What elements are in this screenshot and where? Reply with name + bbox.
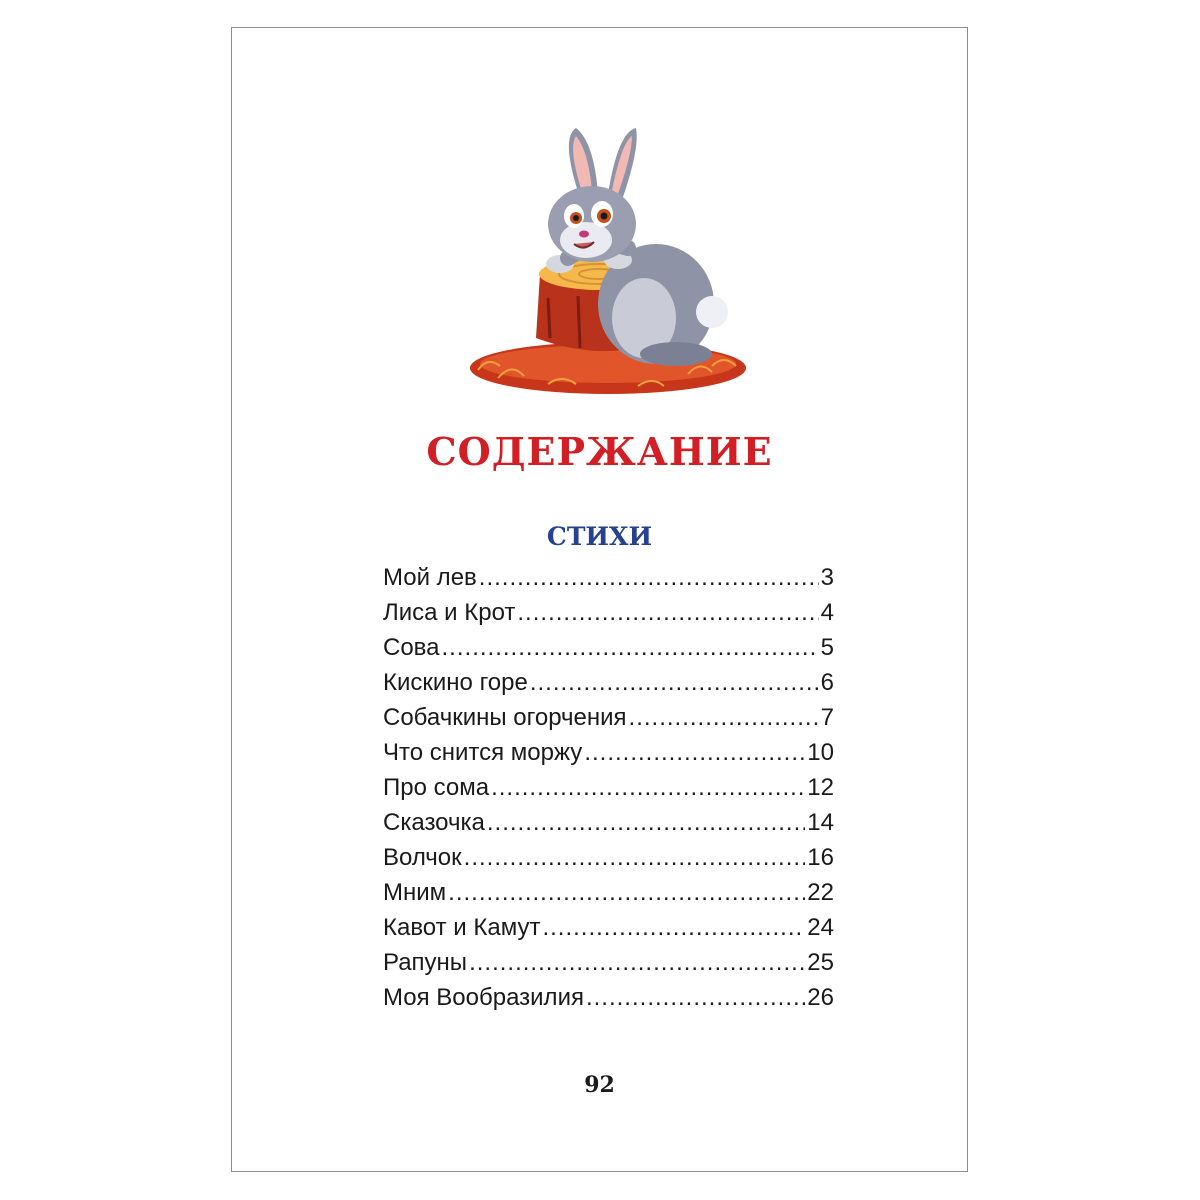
page-number: 92 — [584, 1072, 615, 1098]
toc-entry-title: Мним — [383, 879, 447, 906]
dot-leader — [442, 630, 819, 665]
toc-entry[interactable] — [383, 805, 834, 840]
toc-entry-page: 4 — [820, 599, 834, 626]
toc-entry[interactable] — [383, 735, 834, 770]
toc-entry[interactable] — [383, 665, 834, 700]
dot-leader — [542, 910, 805, 945]
toc-entry-page: 10 — [807, 739, 834, 766]
toc-entry-page: 6 — [820, 669, 834, 696]
toc-entry-title: Кавот и Камут — [383, 914, 541, 941]
contents-title: СОДЕРЖАНИЕ — [426, 429, 773, 474]
dot-leader — [448, 875, 805, 910]
toc-entry[interactable] — [383, 560, 834, 595]
book-page — [231, 27, 968, 1172]
toc-entry[interactable] — [383, 770, 834, 805]
section-heading: СТИХИ — [546, 522, 653, 551]
toc-entry-page: 12 — [807, 774, 834, 801]
toc-entry-title: Волчок — [383, 844, 462, 871]
toc-entry-page: 24 — [807, 914, 834, 941]
dot-leader — [469, 945, 805, 980]
toc-entry-page: 5 — [820, 634, 834, 661]
rabbit-on-stump-illustration — [468, 128, 748, 398]
toc-entry-page: 22 — [807, 879, 834, 906]
toc-entry-page: 25 — [807, 949, 834, 976]
toc-entry-title: Сказочка — [383, 809, 485, 836]
toc-entry-title: Кискино горе — [383, 669, 528, 696]
dot-leader — [584, 735, 805, 770]
toc-entry[interactable] — [383, 945, 834, 980]
dot-leader — [464, 840, 806, 875]
dot-leader — [491, 770, 805, 805]
toc-entry-title: Собачкины огорчения — [383, 704, 627, 731]
toc-entry-page: 7 — [820, 704, 834, 731]
toc-entry-title: Лиса и Крот — [383, 599, 516, 626]
toc-entry[interactable] — [383, 840, 834, 875]
toc-entry-title: Сова — [383, 634, 440, 661]
toc-entry-page: 3 — [820, 564, 834, 591]
toc-entry[interactable] — [383, 595, 834, 630]
dot-leader — [479, 560, 819, 595]
dot-leader — [629, 700, 819, 735]
toc-entry-title: Мой лев — [383, 564, 477, 591]
dot-leader — [586, 980, 805, 1015]
toc-entry[interactable] — [383, 875, 834, 910]
dot-leader — [530, 665, 819, 700]
table-of-contents — [383, 560, 834, 1015]
dot-leader — [487, 805, 805, 840]
toc-entry-title: Про сома — [383, 774, 490, 801]
toc-entry-title: Что снится моржу — [383, 739, 583, 766]
toc-entry-title: Моя Вообразилия — [383, 984, 584, 1011]
toc-entry-page: 16 — [807, 844, 834, 871]
toc-entry-page: 14 — [807, 809, 834, 836]
toc-entry[interactable] — [383, 630, 834, 665]
toc-entry[interactable] — [383, 700, 834, 735]
toc-entry-page: 26 — [807, 984, 834, 1011]
toc-entry[interactable] — [383, 980, 834, 1015]
dot-leader — [517, 595, 818, 630]
toc-entry[interactable] — [383, 910, 834, 945]
toc-entry-title: Рапуны — [383, 949, 468, 976]
